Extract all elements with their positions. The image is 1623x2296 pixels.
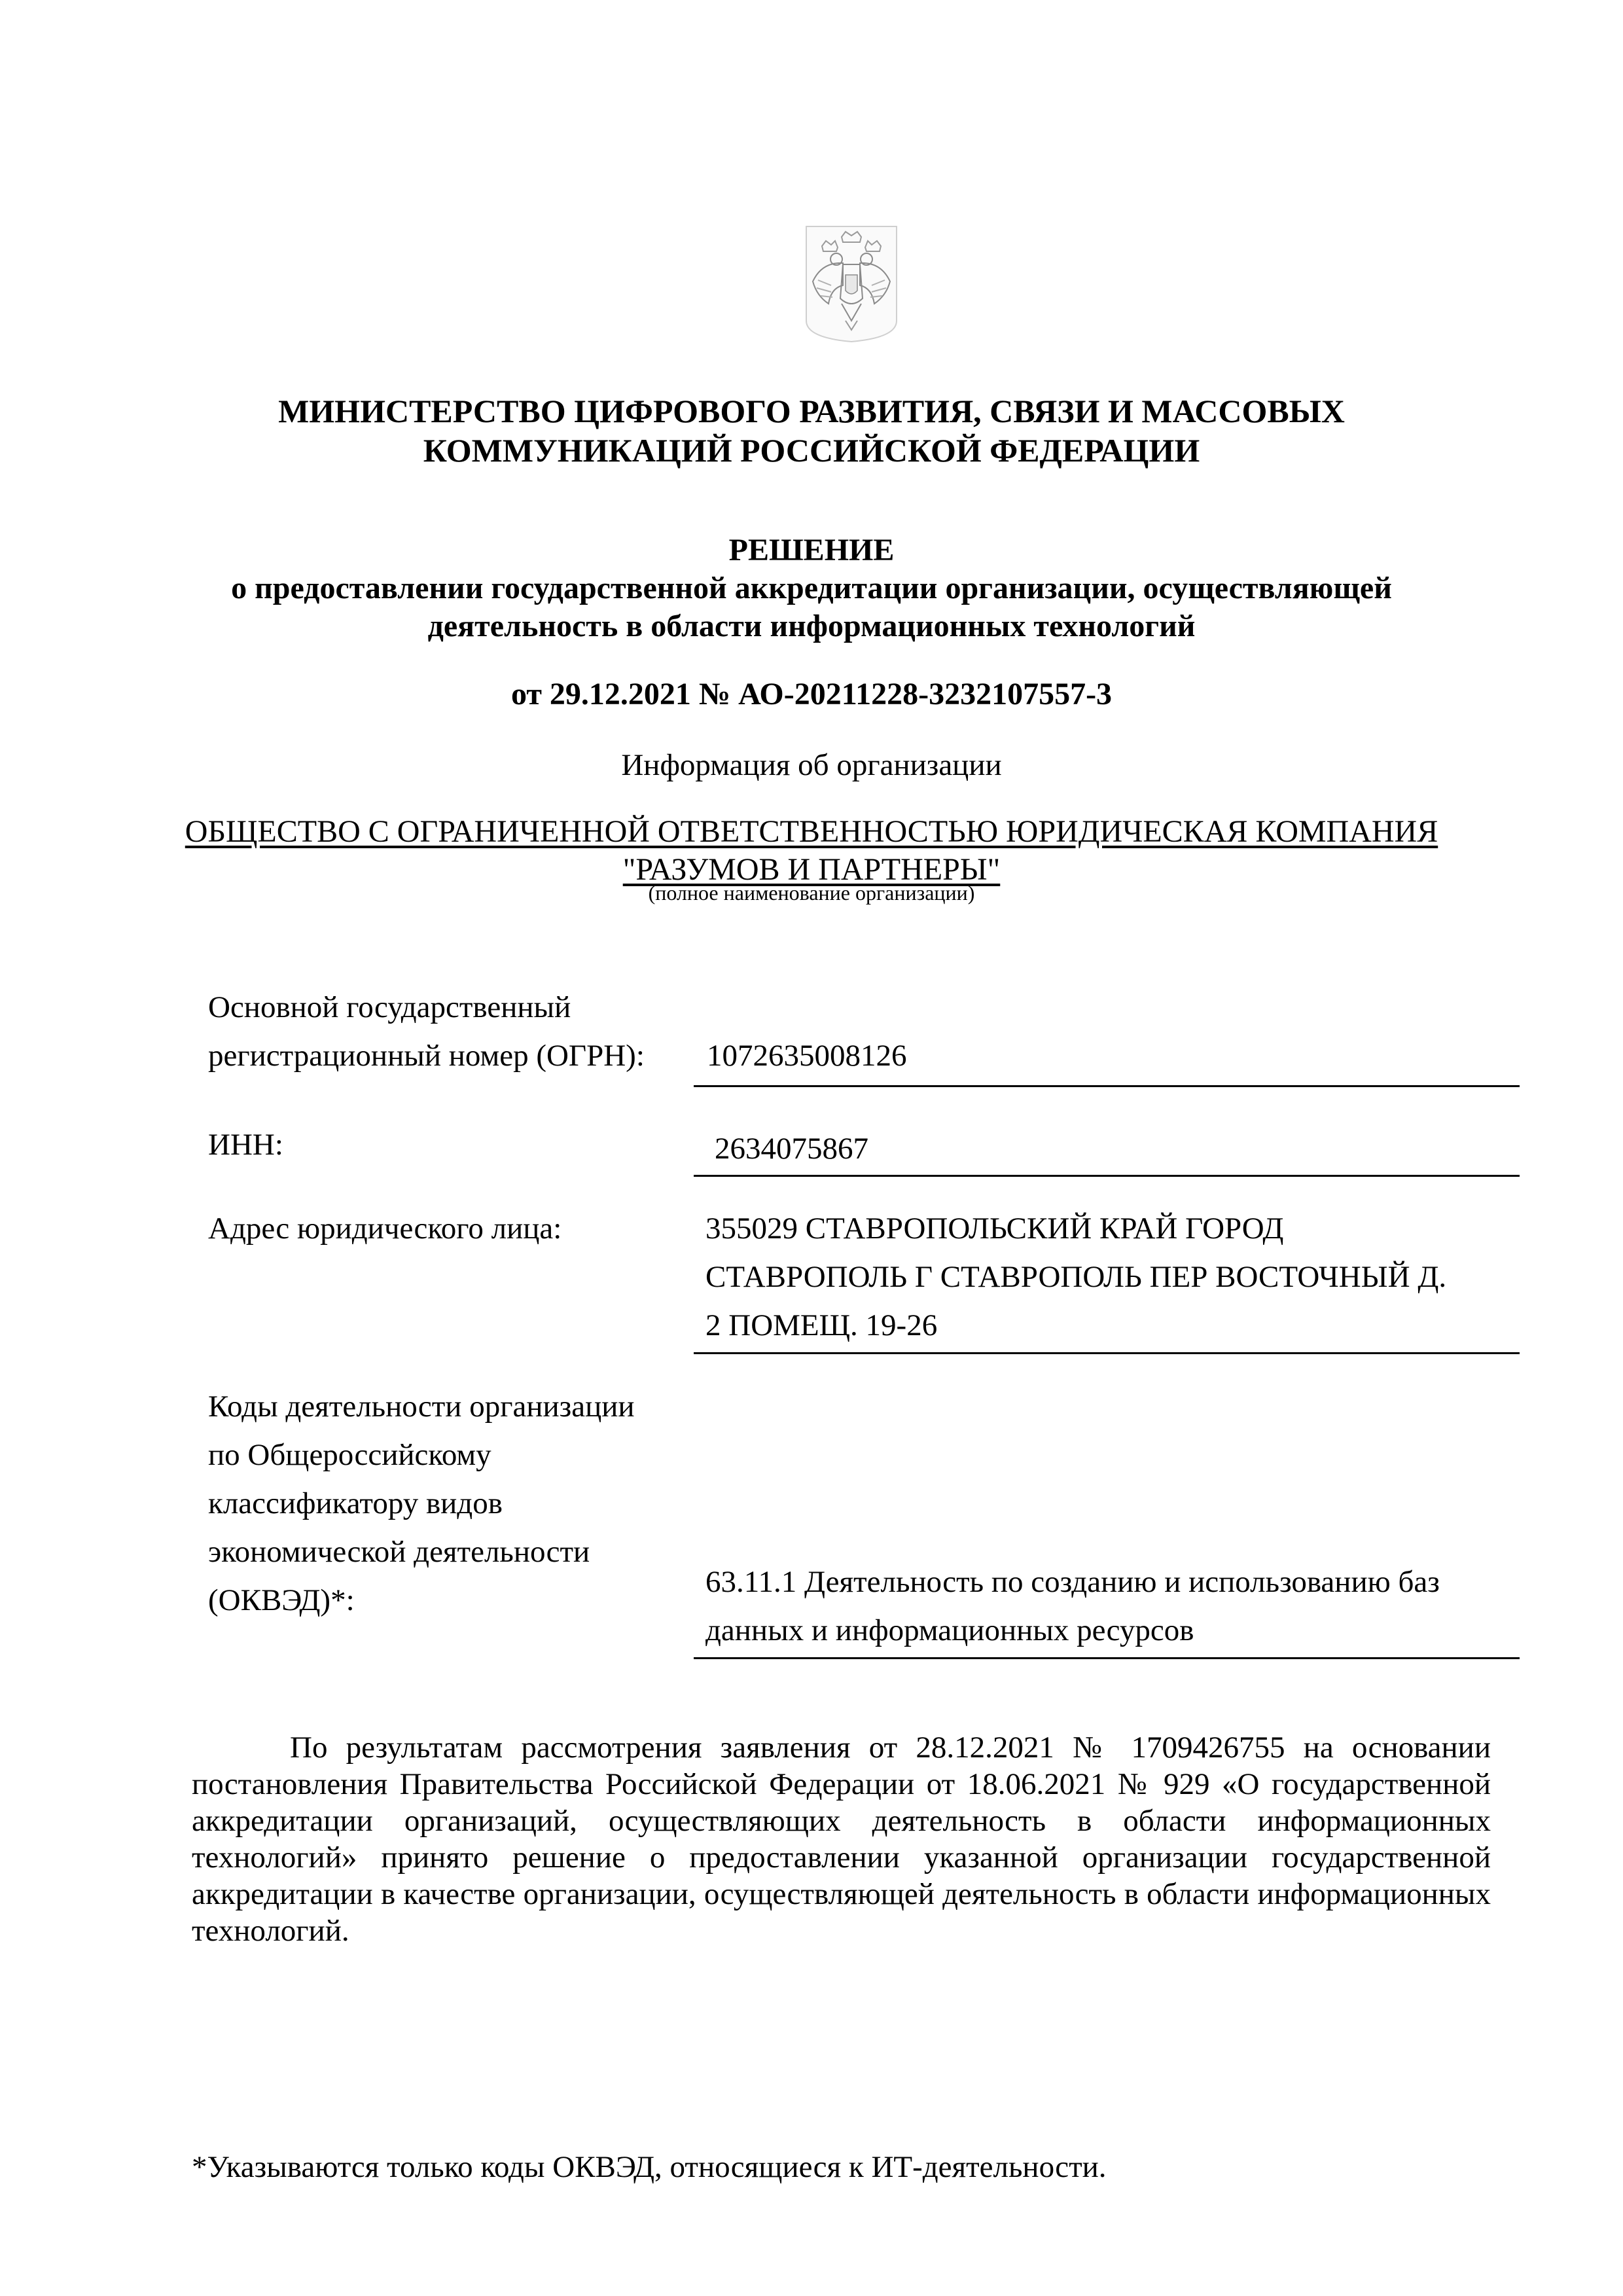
- okved-label-line-1: Коды деятельности организации: [208, 1390, 635, 1424]
- address-underline: [694, 1352, 1520, 1354]
- footnote: *Указываются только коды ОКВЭД, относящиеся к ИТ-деятельности.: [192, 2150, 1107, 2184]
- address-line-1: 355029 СТАВРОПОЛЬСКИЙ КРАЙ ГОРОД: [705, 1211, 1284, 1246]
- organization-info-heading: Информация об организации: [621, 748, 1002, 782]
- ministry-line-2: КОММУНИКАЦИЙ РОССИЙСКОЙ ФЕДЕРАЦИИ: [423, 432, 1200, 469]
- ogrn-underline: [694, 1085, 1520, 1087]
- inn-underline: [694, 1175, 1520, 1177]
- inn-value: 2634075867: [715, 1132, 868, 1166]
- ogrn-value: 1072635008126: [707, 1039, 907, 1073]
- okved-label-line-2: по Общероссийскому: [208, 1438, 491, 1472]
- okved-label-line-3: классификатору видов: [208, 1486, 503, 1520]
- inn-label: ИНН:: [208, 1128, 283, 1162]
- decision-subtitle-line-2: деятельность в области информационных технологий: [427, 609, 1196, 643]
- organization-name-line-1: ОБЩЕСТВО С ОГРАНИЧЕННОЙ ОТВЕТСТВЕННОСТЬЮ ЮРИДИЧЕСКАЯ КОМПАНИЯ: [185, 814, 1438, 849]
- coat-of-arms-emblem: [802, 223, 901, 344]
- address-line-3: 2 ПОМЕЩ. 19-26: [705, 1308, 938, 1342]
- organization-name-caption: (полное наименование организации): [648, 881, 975, 905]
- ogrn-label-line-1: Основной государственный: [208, 990, 571, 1024]
- okved-value-line-1: 63.11.1 Деятельность по созданию и использованию баз: [705, 1565, 1440, 1599]
- okved-label-line-4: экономической деятельности: [208, 1535, 590, 1569]
- decision-body-paragraph: По результатам рассмотрения заявления от 28.12.2021 № 1709426755 на основании постановления Правительства Российской Федерации от 18.06.2021 № 929 «О государственной аккредитации организаций, осуществляющих деятельность в области информационных технологий» принято решение о предоставлении указанной организации государственной аккредитации в качестве организации, осуществляющей деятельность в области информационных технологий.: [192, 1731, 1491, 1948]
- okved-label-line-5: (ОКВЭД)*:: [208, 1583, 355, 1617]
- address-label: Адрес юридического лица:: [208, 1211, 562, 1246]
- ministry-line-1: МИНИСТЕРСТВО ЦИФРОВОГО РАЗВИТИЯ, СВЯЗИ И МАССОВЫХ: [278, 393, 1345, 429]
- decision-title: РЕШЕНИЕ: [728, 533, 895, 567]
- decision-subtitle-line-1: о предоставлении государственной аккредитации организации, осуществляющей: [231, 571, 1392, 605]
- ogrn-label-line-2: регистрационный номер (ОГРН):: [208, 1039, 645, 1073]
- okved-value-line-2: данных и информационных ресурсов: [705, 1613, 1194, 1647]
- decision-number: от 29.12.2021 № АО-20211228-3232107557-3: [510, 677, 1113, 711]
- address-line-2: СТАВРОПОЛЬ Г СТАВРОПОЛЬ ПЕР ВОСТОЧНЫЙ Д.: [705, 1260, 1447, 1294]
- okved-underline: [694, 1657, 1520, 1659]
- organization-name-line-2: "РАЗУМОВ И ПАРТНЕРЫ": [622, 852, 1001, 887]
